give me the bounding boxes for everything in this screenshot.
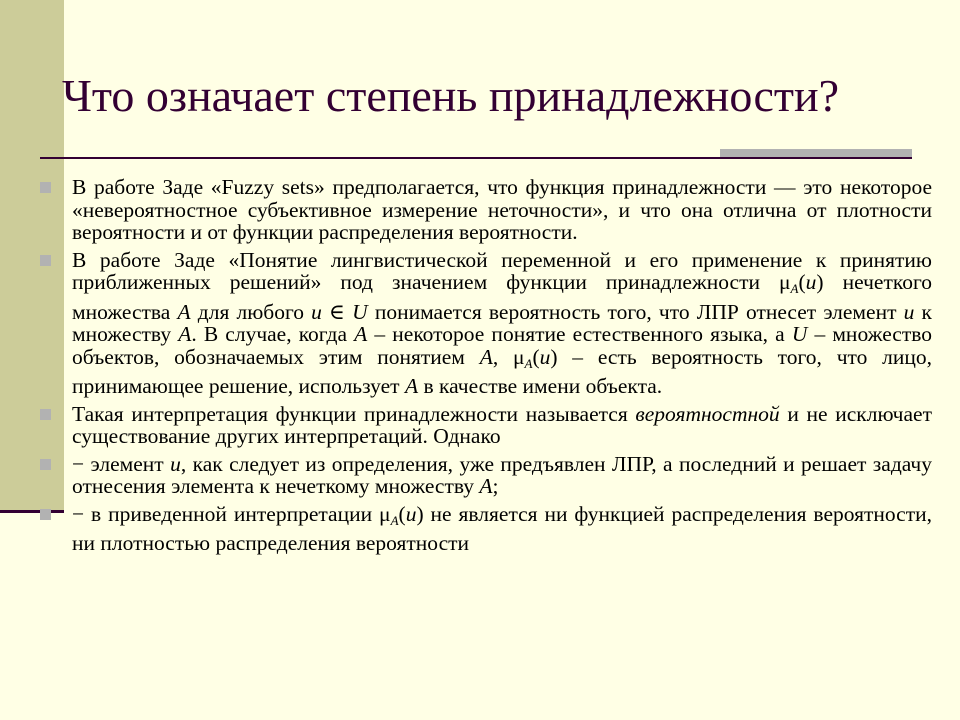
bullet-text <box>72 453 932 498</box>
paren-close: ) <box>816 270 824 294</box>
title-rule <box>40 157 912 159</box>
text-run: Такая интерпретация функции принадлежности называется <box>72 401 636 426</box>
paren-open: ( <box>532 344 540 369</box>
var-u: u <box>311 299 322 324</box>
var-a: A <box>404 374 419 398</box>
square-bullet-icon <box>40 459 51 470</box>
text-run: понимается вероятность того, что ЛПР отнесет элемент <box>367 299 904 324</box>
var-u: u <box>539 344 551 369</box>
bullet-item-2 <box>36 249 932 398</box>
var-u: u <box>805 270 817 294</box>
mu-symbol: μ <box>778 270 791 294</box>
var-u-set: U <box>352 299 368 324</box>
text-run: к множеству <box>72 299 932 346</box>
subscript-a: A <box>790 281 799 296</box>
text-run: В работе Заде «Понятие лингвистической переменной и его применение к принятию приближенных решений» под значением функции принадлежности <box>72 247 932 294</box>
bullet-text <box>72 503 932 555</box>
mu-symbol: μ <box>379 501 391 526</box>
var-u: u <box>405 501 417 526</box>
subscript-a: A <box>390 512 399 528</box>
title-accent-bar <box>720 149 912 157</box>
bullet-item-4 <box>36 453 932 498</box>
bullet-text: В работе Заде «Fuzzy sets» предполагается, что функция принадлежности — это некоторое «невероятностное субъективное измерение неточности», и что она отлична от плотности вероятности и от функции распределения вероятности. <box>72 175 932 244</box>
var-a: A <box>354 322 368 346</box>
square-bullet-icon <box>40 182 51 193</box>
var-a: A <box>177 299 191 324</box>
var-u: u <box>903 299 915 324</box>
emphasis-text: вероятностной <box>635 401 780 426</box>
var-a: A <box>479 474 493 498</box>
text-run: – есть вероятность того, что лицо, принимающее решение, использует <box>72 344 932 398</box>
var-u-set: U <box>791 322 808 346</box>
text-run: – некоторое понятие естественного языка, а <box>367 322 792 346</box>
slide-title: Что означает степень принадлежности? <box>62 70 840 121</box>
text-run: , как следует из определения, уже предъявлен ЛПР, а последний и решает задачу отнесения элемента к нечеткому множеству <box>72 451 932 498</box>
text-run: − элемент <box>72 451 171 476</box>
subscript-a: A <box>524 355 533 371</box>
bullet-item-1 <box>36 176 932 244</box>
paren-open: ( <box>798 270 806 294</box>
bullet-text <box>72 403 932 448</box>
bullet-text <box>72 249 932 398</box>
text-run: и не исключает существование других интерпретаций. Однако <box>72 401 932 448</box>
text-run: , <box>492 344 513 369</box>
square-bullet-icon <box>40 255 51 266</box>
text-run: для любого <box>190 299 312 324</box>
text-run: ; <box>492 474 499 498</box>
text-run: − в приведенной интерпретации <box>72 501 380 526</box>
text-run: . В случае, когда <box>191 322 355 346</box>
bullet-item-3 <box>36 403 932 448</box>
var-u: u <box>170 451 181 476</box>
paren-close: ) <box>550 344 558 369</box>
slide-content <box>36 176 932 560</box>
paren-open: ( <box>398 501 406 526</box>
text-run: не является ни функцией распределения вероятности, ни плотностью распределения вероятности <box>72 501 932 555</box>
bullet-item-5 <box>36 503 932 555</box>
text-run: нечеткого множества <box>72 270 932 324</box>
var-a: A <box>178 322 192 346</box>
square-bullet-icon <box>40 409 51 420</box>
paren-close: ) <box>416 501 424 526</box>
mu-symbol: μ <box>512 344 525 369</box>
text-run: в качестве имени объекта. <box>418 374 663 398</box>
text-run: – множество объектов, обозначаемых этим понятием <box>72 322 932 369</box>
var-a: A <box>479 344 493 369</box>
element-of-symbol: ∈ <box>321 299 353 324</box>
square-bullet-icon <box>40 509 51 520</box>
